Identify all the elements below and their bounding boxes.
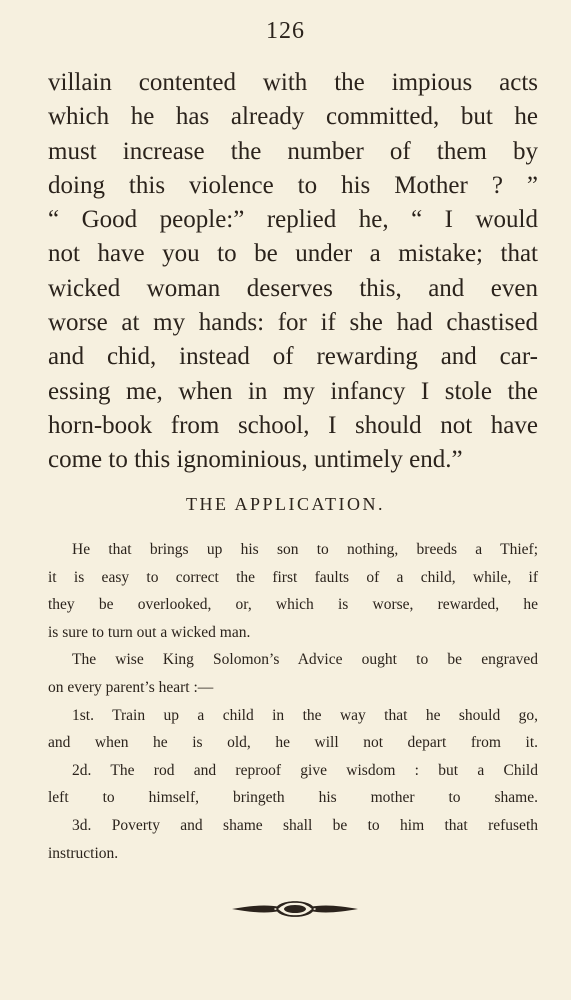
- application-line: 2d. The rod and reproof give wisdom : but a Child: [72, 761, 538, 779]
- text-line: must increase the number of them by: [48, 137, 538, 165]
- application-line: 3d. Poverty and shame shall be to him that refuseth: [72, 816, 538, 834]
- text-line: villain contented with the impious acts: [48, 69, 538, 96]
- application-line: He that brings up his son to nothing, breeds a Thief;: [72, 541, 538, 558]
- text-line: essing me, when in my infancy I stole the: [48, 377, 538, 405]
- text-line: wicked woman deserves this, and even: [48, 274, 538, 302]
- tailpiece-ornament-icon: [230, 898, 360, 920]
- text-line: doing this violence to his Mother ? ”: [48, 171, 538, 199]
- application-line: instruction.: [48, 844, 119, 862]
- application-line: 1st. Train up a child in the way that he should go,: [72, 706, 538, 724]
- main-text: [48, 66, 538, 478]
- application-line: The wise King Solomon’s Advice ought to be engraved: [72, 651, 538, 669]
- application-text: [48, 536, 538, 867]
- application-line: they be overlooked, or, which is worse, rewarded, he: [48, 596, 538, 614]
- page-number: 126: [266, 18, 305, 44]
- text-line: come to this ignominious, untimely end.”: [48, 446, 463, 474]
- application-line: left to himself, bringeth his mother to shame.: [48, 789, 538, 807]
- text-line: which he has already committed, but he: [48, 103, 538, 131]
- text-line: “ Good people:” replied he, “ I would: [48, 206, 538, 234]
- application-line: on every parent’s heart :—: [48, 678, 214, 696]
- text-line: worse at my hands: for if she had chastised: [48, 309, 538, 337]
- text-line: horn-book from school, I should not have: [48, 411, 538, 439]
- section-heading: THE APPLICATION.: [185, 494, 385, 514]
- text-line: and chid, instead of rewarding and car-: [48, 343, 538, 371]
- application-line: it is easy to correct the first faults of a child, while, if: [48, 568, 538, 586]
- application-line: is sure to turn out a wicked man.: [48, 623, 251, 641]
- application-line: and when he is old, he will not depart from it.: [48, 734, 538, 752]
- text-line: not have you to be under a mistake; that: [48, 240, 538, 268]
